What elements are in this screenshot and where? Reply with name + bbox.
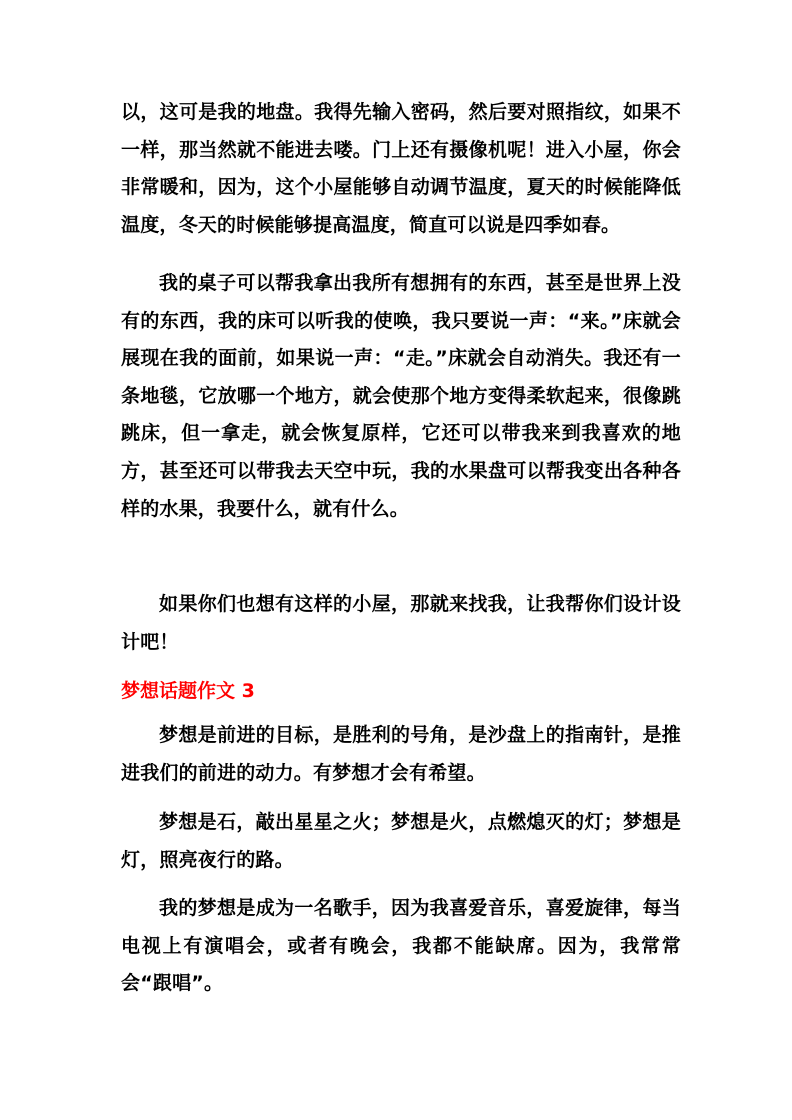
paragraph-magic-furniture: 我的桌子可以帮我拿出我所有想拥有的东西，甚至是世界上没有的东西，我的床可以听我的使唤，我只要说一声：“来。”床就会展现在我的面前，如果说一声：“走。”床就会自动消失。我还有一条地毯，它放哪一个地方，就会使那个地方变得柔软起来，很像跳跳床，但一拿走，就会恢复原样，它还可以带我来到我喜欢的地方，甚至还可以带我去天空中玩，我的水果盘可以帮我变出各种各样的水果，我要什么，就有什么。 (121, 272, 681, 520)
paragraph-dream-metaphor: 梦想是石，敲出星星之火；梦想是火，点燃熄灭的灯；梦想是灯，照亮夜行的路。 (121, 811, 681, 871)
paragraph-invitation: 如果你们也想有这样的小屋，那就来找我，让我帮你们设计设计吧！ (121, 593, 681, 653)
paragraph-dream-singer: 我的梦想是成为一名歌手，因为我喜爱音乐，喜爱旋律，每当电视上有演唱会，或者有晚会，我都不能缺席。因为，我常常会“跟唱”。 (121, 897, 681, 995)
paragraph-house-security: 以，这可是我的地盘。我得先输入密码，然后要对照指纹，如果不一样，那当然就不能进去喽。门上还有摄像机呢！进入小屋，你会非常暖和，因为，这个小屋能够自动调节温度，夏天的时候能降低温度，冬天的时候能够提高温度，简直可以说是四季如春。 (121, 101, 681, 236)
section-heading: 梦想话题作文 3 (121, 680, 255, 702)
paragraph-dream-goal: 梦想是前进的目标，是胜利的号角，是沙盘上的指南针，是推进我们的前进的动力。有梦想才会有希望。 (121, 724, 681, 784)
